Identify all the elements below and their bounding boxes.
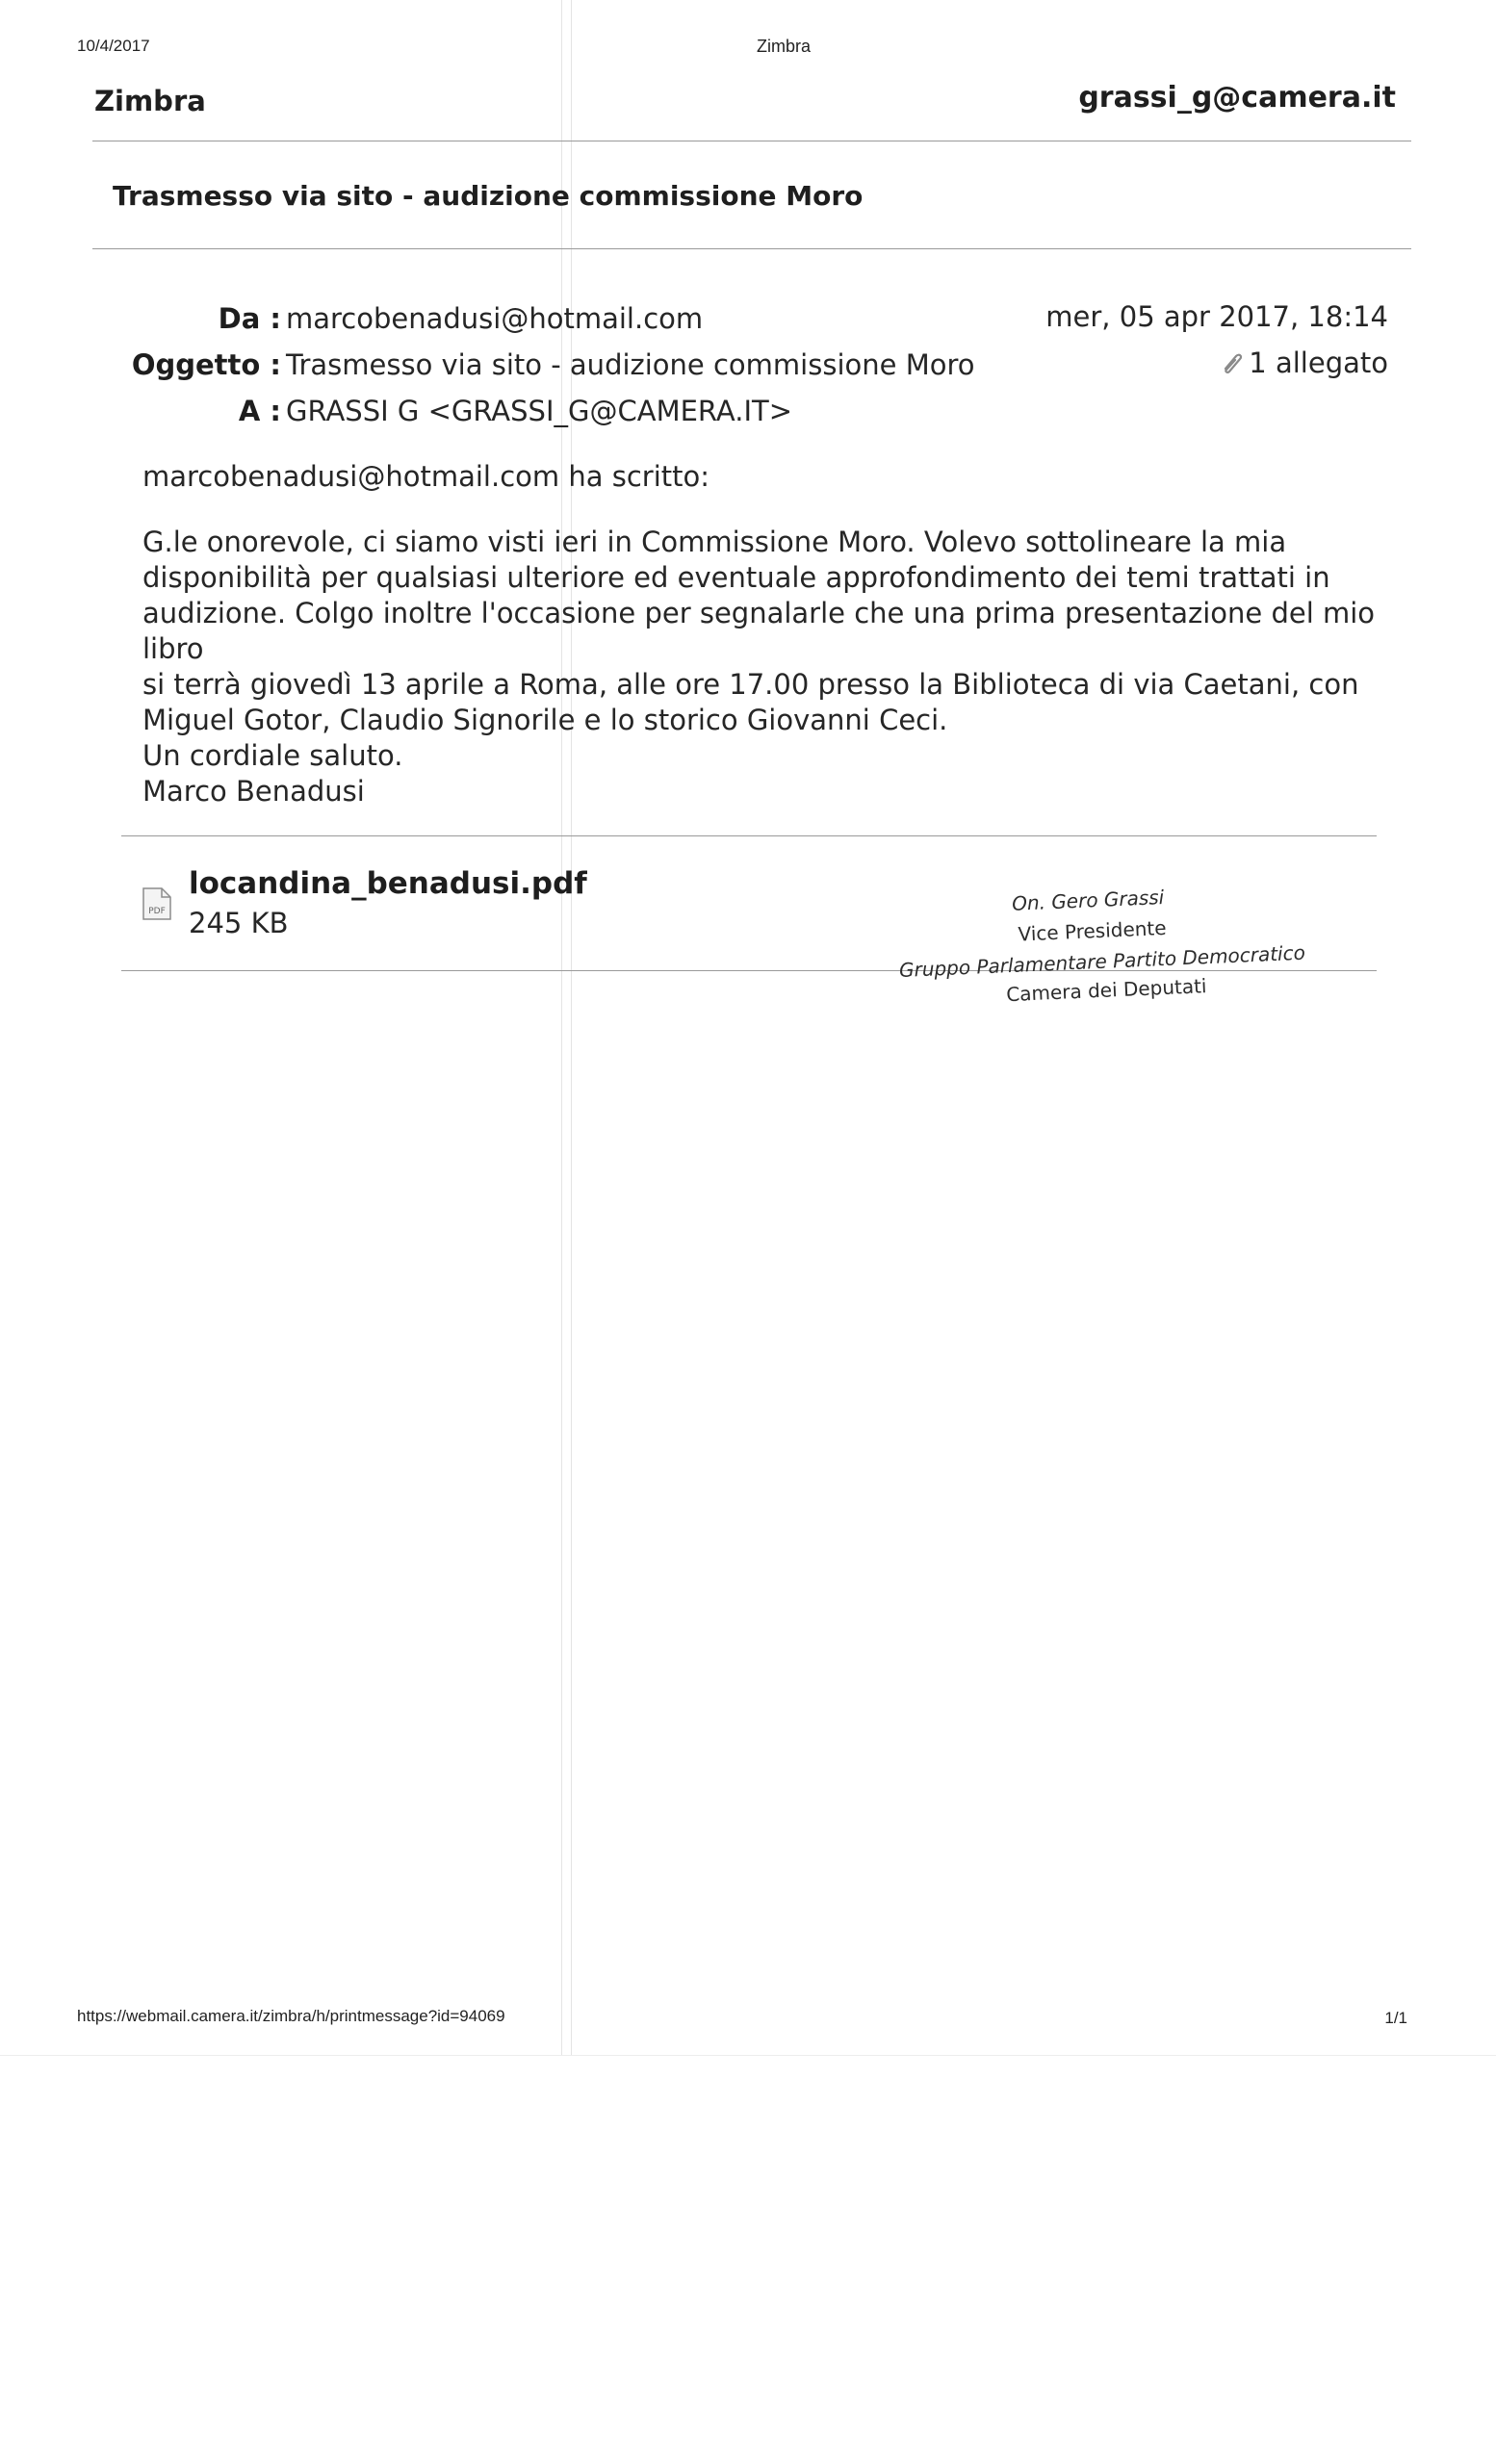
stamp-role: Vice Presidente	[1018, 915, 1168, 946]
attachment-count[interactable]	[1220, 346, 1388, 379]
message-date: mer, 05 apr 2017, 18:14	[1045, 300, 1388, 333]
message-subject-title: Trasmesso via sito - audizione commissione Moro	[113, 180, 864, 212]
quote-intro: marcobenadusi@hotmail.com ha scritto:	[142, 460, 710, 493]
body-line: Un cordiale saluto.	[142, 739, 403, 772]
signature-stamp	[876, 860, 1334, 1014]
print-footer-page: 1/1	[1384, 2009, 1407, 2027]
subject-label: Oggetto :	[131, 348, 281, 381]
print-date: 10/4/2017	[77, 37, 150, 55]
print-title: Zimbra	[757, 37, 812, 56]
print-footer-url: https://webmail.camera.it/zimbra/h/printmessage?id=94069	[77, 2007, 505, 2025]
body-line: audizione. Colgo inoltre l'occasione per segnalarle che una prima presentazione del mio libro	[142, 597, 1376, 665]
attachment-count-label: 1 allegato	[1249, 346, 1388, 379]
stamp-name: On. Gero Grassi	[1011, 885, 1165, 915]
attachment-size: 245 KB	[189, 907, 289, 939]
from-value[interactable]: marcobenadusi@hotmail.com	[286, 302, 704, 335]
to-label: A :	[238, 395, 281, 427]
message-body	[142, 525, 1394, 809]
body-divider	[121, 835, 1377, 836]
body-line: disponibilità per qualsiasi ulteriore ed eventuale approfondimento dei temi trattati in	[142, 561, 1330, 594]
body-line: Miguel Gotor, Claudio Signorile e lo storico Giovanni Ceci.	[142, 704, 948, 736]
paperclip-icon	[1220, 349, 1247, 378]
pdf-file-icon[interactable]	[142, 887, 171, 920]
from-label: Da :	[218, 302, 281, 335]
body-line: Marco Benadusi	[142, 775, 365, 808]
to-value[interactable]: GRASSI G <GRASSI_G@CAMERA.IT>	[286, 395, 793, 427]
body-line: G.le onorevole, ci siamo visti ieri in Commissione Moro. Volevo sottolineare la mia	[142, 526, 1287, 558]
body-line: si terrà giovedì 13 aprile a Roma, alle ore 17.00 presso la Biblioteca di via Caetani, con	[142, 668, 1359, 701]
stamp-group: Gruppo Parlamentare Partito Democratico	[898, 940, 1306, 983]
subject-divider	[92, 248, 1411, 249]
account-email: grassi_g@camera.it	[1078, 81, 1396, 115]
stamp-institution: Camera dei Deputati	[1005, 974, 1207, 1007]
subject-value: Trasmesso via sito - audizione commissione Moro	[286, 348, 975, 381]
attachment-name[interactable]: locandina_benadusi.pdf	[189, 866, 587, 901]
app-name: Zimbra	[94, 85, 206, 117]
scan-bottom-edge	[0, 2055, 1496, 2056]
pdf-icon-label: PDF	[148, 907, 166, 916]
